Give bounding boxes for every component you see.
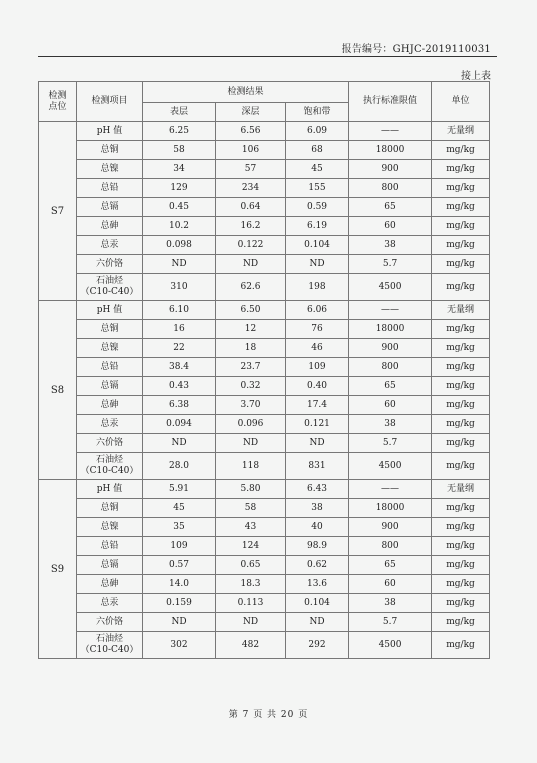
table-row [39, 358, 490, 377]
standard-cell: 60 [349, 217, 432, 236]
unit-cell: 无量纲 [432, 122, 490, 141]
deep-cell: 482 [216, 632, 286, 659]
unit-cell: mg/kg [432, 274, 490, 301]
table-row [39, 301, 490, 320]
table-row [39, 518, 490, 537]
standard-cell: 60 [349, 575, 432, 594]
table-row [39, 160, 490, 179]
surface-cell: 14.0 [143, 575, 216, 594]
item-cell: 总镉 [77, 556, 143, 575]
unit-cell: mg/kg [432, 255, 490, 274]
surface-cell: 0.43 [143, 377, 216, 396]
surface-cell: 0.57 [143, 556, 216, 575]
table-row [39, 141, 490, 160]
deep-cell: 6.56 [216, 122, 286, 141]
standard-cell: 5.7 [349, 255, 432, 274]
unit-cell: mg/kg [432, 415, 490, 434]
unit-cell: mg/kg [432, 594, 490, 613]
deep-cell: 16.2 [216, 217, 286, 236]
item-cell: 总汞 [77, 236, 143, 255]
unit-cell: mg/kg [432, 160, 490, 179]
standard-cell: 4500 [349, 274, 432, 301]
deep-cell: ND [216, 434, 286, 453]
item-cell: 总汞 [77, 415, 143, 434]
unit-cell: mg/kg [432, 377, 490, 396]
saturated-cell: 68 [286, 141, 349, 160]
deep-cell: 62.6 [216, 274, 286, 301]
saturated-cell: 6.06 [286, 301, 349, 320]
saturated-cell: 0.59 [286, 198, 349, 217]
standard-cell: 5.7 [349, 434, 432, 453]
surface-cell: 6.10 [143, 301, 216, 320]
surface-cell: 0.159 [143, 594, 216, 613]
item-cell: 石油烃 （C10-C40） [77, 632, 143, 659]
deep-cell: 5.80 [216, 480, 286, 499]
table-row [39, 613, 490, 632]
surface-cell: 0.45 [143, 198, 216, 217]
surface-cell: ND [143, 613, 216, 632]
table-row [39, 122, 490, 141]
standard-cell: 5.7 [349, 613, 432, 632]
standard-cell: 18000 [349, 320, 432, 339]
table-row [39, 255, 490, 274]
header-surface: 表层 [143, 103, 216, 122]
deep-cell: 6.50 [216, 301, 286, 320]
standard-cell: 800 [349, 537, 432, 556]
deep-cell: 0.122 [216, 236, 286, 255]
header-item: 检测项目 [77, 82, 143, 122]
standard-cell: 18000 [349, 141, 432, 160]
deep-cell: 0.096 [216, 415, 286, 434]
table-row [39, 179, 490, 198]
standard-cell: 18000 [349, 499, 432, 518]
deep-cell: 12 [216, 320, 286, 339]
surface-cell: 28.0 [143, 453, 216, 480]
table-row [39, 434, 490, 453]
header-standard: 执行标准限值 [349, 82, 432, 122]
unit-cell: mg/kg [432, 537, 490, 556]
unit-cell: mg/kg [432, 236, 490, 255]
surface-cell: 34 [143, 160, 216, 179]
item-cell: 总镉 [77, 377, 143, 396]
item-cell: 总铅 [77, 358, 143, 377]
standard-cell: 4500 [349, 453, 432, 480]
unit-cell: mg/kg [432, 358, 490, 377]
deep-cell: 57 [216, 160, 286, 179]
saturated-cell: ND [286, 434, 349, 453]
saturated-cell: 0.104 [286, 594, 349, 613]
item-cell: pH 值 [77, 301, 143, 320]
standard-cell: —— [349, 301, 432, 320]
item-cell: 总镍 [77, 339, 143, 358]
saturated-cell: ND [286, 255, 349, 274]
unit-cell: mg/kg [432, 499, 490, 518]
saturated-cell: 17.4 [286, 396, 349, 415]
table-row [39, 480, 490, 499]
surface-cell: ND [143, 255, 216, 274]
report-number: 报告编号：GHJC-2019110031 [341, 44, 491, 55]
deep-cell: 0.65 [216, 556, 286, 575]
table-row [39, 453, 490, 480]
unit-cell: mg/kg [432, 632, 490, 659]
item-cell: 总镍 [77, 160, 143, 179]
header-unit: 单位 [432, 82, 490, 122]
item-cell: 六价铬 [77, 255, 143, 274]
deep-cell: 0.64 [216, 198, 286, 217]
item-cell: 总砷 [77, 396, 143, 415]
unit-cell: mg/kg [432, 320, 490, 339]
deep-cell: 18.3 [216, 575, 286, 594]
surface-cell: 58 [143, 141, 216, 160]
deep-cell: 0.113 [216, 594, 286, 613]
saturated-cell: 198 [286, 274, 349, 301]
surface-cell: 0.098 [143, 236, 216, 255]
deep-cell: 43 [216, 518, 286, 537]
surface-cell: 6.25 [143, 122, 216, 141]
saturated-cell: 831 [286, 453, 349, 480]
standard-cell: 900 [349, 518, 432, 537]
table-row [39, 415, 490, 434]
deep-cell: 3.70 [216, 396, 286, 415]
item-cell: 总铜 [77, 499, 143, 518]
surface-cell: 35 [143, 518, 216, 537]
item-cell: 总镉 [77, 198, 143, 217]
deep-cell: ND [216, 255, 286, 274]
item-cell: pH 值 [77, 480, 143, 499]
item-cell: 总砷 [77, 575, 143, 594]
table-row [39, 339, 490, 358]
surface-cell: 310 [143, 274, 216, 301]
table-row [39, 274, 490, 301]
saturated-cell: 45 [286, 160, 349, 179]
standard-cell: 60 [349, 396, 432, 415]
header-deep: 深层 [216, 103, 286, 122]
surface-cell: ND [143, 434, 216, 453]
header-location: 检测 点位 [39, 82, 77, 122]
saturated-cell: 0.121 [286, 415, 349, 434]
table-row [39, 198, 490, 217]
saturated-cell: 40 [286, 518, 349, 537]
surface-cell: 45 [143, 499, 216, 518]
deep-cell: 58 [216, 499, 286, 518]
saturated-cell: 6.43 [286, 480, 349, 499]
standard-cell: 900 [349, 339, 432, 358]
saturated-cell: 292 [286, 632, 349, 659]
unit-cell: mg/kg [432, 179, 490, 198]
item-cell: 总铅 [77, 179, 143, 198]
surface-cell: 6.38 [143, 396, 216, 415]
table-row [39, 594, 490, 613]
item-cell: 总镍 [77, 518, 143, 537]
continued-label: 接上表 [461, 71, 491, 82]
header-results: 检测结果 [143, 82, 349, 103]
location-cell: S7 [39, 122, 77, 301]
surface-cell: 5.91 [143, 480, 216, 499]
surface-cell: 38.4 [143, 358, 216, 377]
unit-cell: mg/kg [432, 575, 490, 594]
standard-cell: 38 [349, 236, 432, 255]
standard-cell: 65 [349, 556, 432, 575]
item-cell: 六价铬 [77, 613, 143, 632]
saturated-cell: 13.6 [286, 575, 349, 594]
table-row [39, 499, 490, 518]
unit-cell: mg/kg [432, 141, 490, 160]
surface-cell: 0.094 [143, 415, 216, 434]
item-cell: 总铜 [77, 320, 143, 339]
item-cell: 石油烃 （C10-C40） [77, 274, 143, 301]
saturated-cell: 98.9 [286, 537, 349, 556]
saturated-cell: ND [286, 613, 349, 632]
deep-cell: 18 [216, 339, 286, 358]
surface-cell: 22 [143, 339, 216, 358]
standard-cell: —— [349, 480, 432, 499]
table-row [39, 320, 490, 339]
saturated-cell: 6.09 [286, 122, 349, 141]
unit-cell: mg/kg [432, 339, 490, 358]
surface-cell: 109 [143, 537, 216, 556]
standard-cell: 900 [349, 160, 432, 179]
standard-cell: 4500 [349, 632, 432, 659]
page-number: 第 7 页 共 20 页 [228, 710, 309, 720]
surface-cell: 10.2 [143, 217, 216, 236]
standard-cell: 38 [349, 594, 432, 613]
saturated-cell: 76 [286, 320, 349, 339]
item-cell: 总铜 [77, 141, 143, 160]
standard-cell: 65 [349, 198, 432, 217]
saturated-cell: 6.19 [286, 217, 349, 236]
deep-cell: 124 [216, 537, 286, 556]
surface-cell: 129 [143, 179, 216, 198]
deep-cell: 0.32 [216, 377, 286, 396]
saturated-cell: 0.62 [286, 556, 349, 575]
table-row [39, 377, 490, 396]
standard-cell: 800 [349, 358, 432, 377]
table-row [39, 236, 490, 255]
unit-cell: mg/kg [432, 518, 490, 537]
table-body [39, 122, 490, 659]
unit-cell: mg/kg [432, 217, 490, 236]
saturated-cell: 38 [286, 499, 349, 518]
table-row [39, 556, 490, 575]
results-table [38, 81, 490, 659]
standard-cell: 38 [349, 415, 432, 434]
deep-cell: 234 [216, 179, 286, 198]
surface-cell: 302 [143, 632, 216, 659]
header-divider [38, 56, 497, 57]
standard-cell: 800 [349, 179, 432, 198]
item-cell: 总汞 [77, 594, 143, 613]
standard-cell: —— [349, 122, 432, 141]
table-row [39, 217, 490, 236]
surface-cell: 16 [143, 320, 216, 339]
item-cell: 总铅 [77, 537, 143, 556]
unit-cell: mg/kg [432, 396, 490, 415]
unit-cell: 无量纲 [432, 301, 490, 320]
unit-cell: 无量纲 [432, 480, 490, 499]
unit-cell: mg/kg [432, 453, 490, 480]
table-row [39, 632, 490, 659]
table-header [39, 82, 490, 122]
table-row [39, 537, 490, 556]
saturated-cell: 109 [286, 358, 349, 377]
saturated-cell: 0.104 [286, 236, 349, 255]
item-cell: pH 值 [77, 122, 143, 141]
unit-cell: mg/kg [432, 198, 490, 217]
header-saturated: 饱和带 [286, 103, 349, 122]
unit-cell: mg/kg [432, 556, 490, 575]
item-cell: 六价铬 [77, 434, 143, 453]
saturated-cell: 46 [286, 339, 349, 358]
item-cell: 总砷 [77, 217, 143, 236]
deep-cell: 23.7 [216, 358, 286, 377]
location-cell: S9 [39, 480, 77, 659]
deep-cell: 118 [216, 453, 286, 480]
location-cell: S8 [39, 301, 77, 480]
item-cell: 石油烃 （C10-C40） [77, 453, 143, 480]
saturated-cell: 0.40 [286, 377, 349, 396]
deep-cell: ND [216, 613, 286, 632]
table-row [39, 575, 490, 594]
unit-cell: mg/kg [432, 434, 490, 453]
unit-cell: mg/kg [432, 613, 490, 632]
standard-cell: 65 [349, 377, 432, 396]
saturated-cell: 155 [286, 179, 349, 198]
table-row [39, 396, 490, 415]
deep-cell: 106 [216, 141, 286, 160]
